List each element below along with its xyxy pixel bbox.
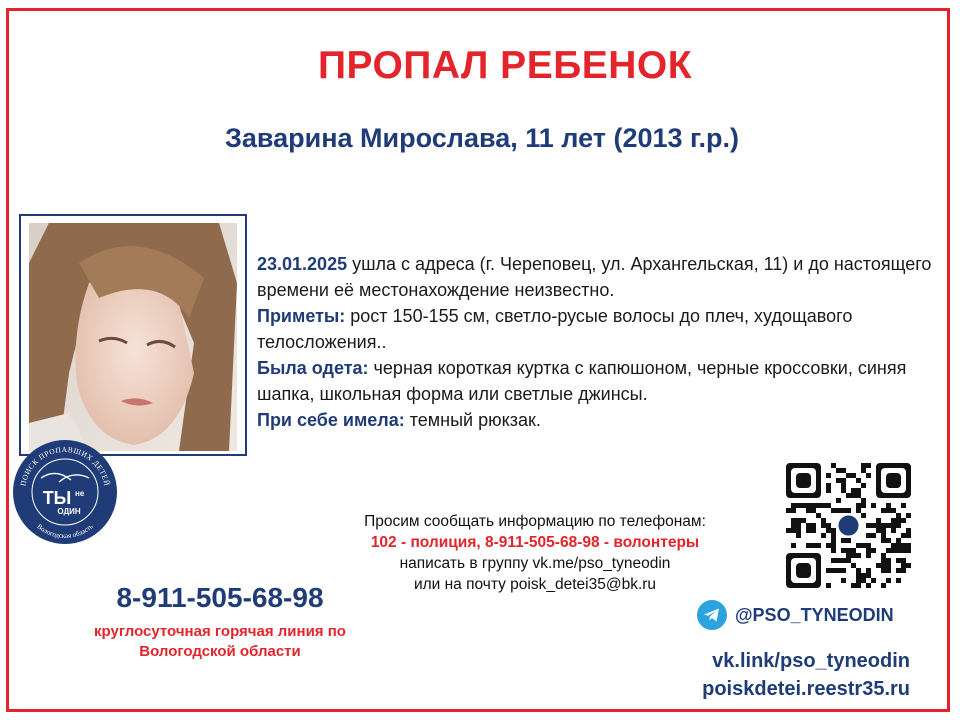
signs-text: рост 150-155 см, светло-русые волосы до плеч, худощавого телосложения.. (257, 306, 853, 352)
contact-vk-group[interactable]: написать в группу vk.me/pso_tyneodin (399, 555, 671, 572)
hotline-caption: круглосуточная горячая линия по Вологодской области (94, 623, 346, 660)
logo-arc-text: ПОИСК ПРОПАВШИХ ДЕТЕЙ (18, 444, 112, 487)
site-link[interactable]: poiskdetei.reestr35.ru (702, 678, 910, 700)
child-photo (29, 223, 237, 451)
photo-frame (19, 214, 247, 456)
logo-sub-text: ОДИН (57, 507, 81, 516)
logo-main-text: ТЫ (42, 488, 72, 508)
telegram-icon (697, 600, 727, 630)
telegram-handle: @PSO_TYNEODIN (735, 604, 894, 625)
hotline-phone[interactable]: 8-911-505-68-98 (116, 582, 324, 613)
links-block (702, 647, 910, 703)
contact-phones: 102 - полиция, 8-911-505-68-98 - волонтеры (370, 534, 700, 551)
contact-block (300, 511, 770, 595)
clothes-text: черная короткая куртка с капюшоном, черные кроссовки, синяя шапка, школьная форма или светлые джинсы. (257, 358, 907, 404)
belongings-text: темный рюкзак. (404, 410, 541, 430)
organization-logo (11, 438, 119, 546)
logo-small-text: не (75, 489, 85, 498)
contact-email[interactable]: или на почту poisk_detei35@bk.ru (413, 576, 657, 593)
vk-link[interactable]: vk.link/pso_tyneodin (712, 650, 910, 672)
contact-line-1: Просим сообщать информацию по телефонам: (364, 513, 706, 530)
clothes-label: Была одета: (257, 358, 369, 378)
child-name: Заварина Мирослава, 11 лет (2013 г.р.) (224, 123, 740, 153)
missing-date: 23.01.2025 (257, 254, 348, 274)
logo-region-text: Вологодская область (35, 522, 95, 541)
poster-title: ПРОПАЛ РЕБЕНОК (317, 44, 693, 87)
telegram-link[interactable] (697, 600, 894, 630)
description-block (257, 251, 947, 433)
qr-code[interactable] (786, 463, 911, 588)
signs-label: Приметы: (257, 306, 346, 326)
belongings-label: При себе имела: (257, 410, 405, 430)
circumstances-text: ушла с адреса (г. Череповец, ул. Архангельская, 11) и до настоящего времени её местонахождение неизвестно. (257, 254, 932, 300)
